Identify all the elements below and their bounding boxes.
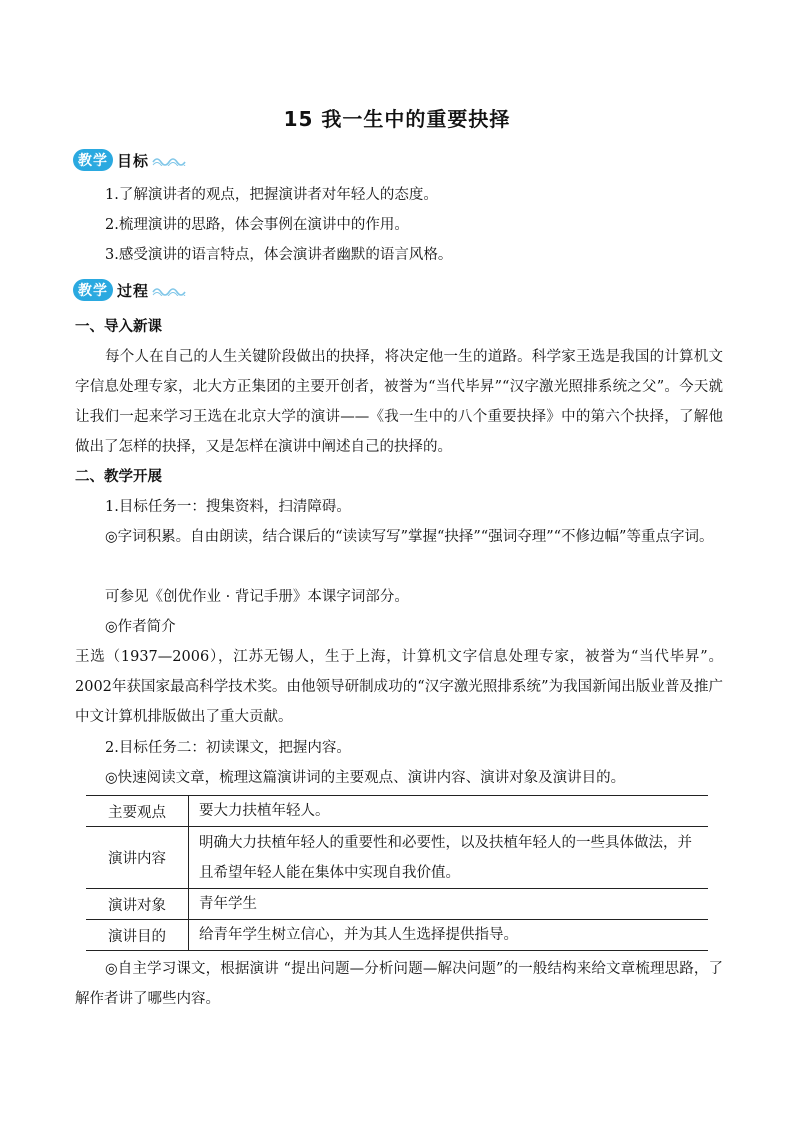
section-badge: 教学 <box>73 279 113 301</box>
table-row <box>86 889 708 920</box>
section-badge: 教学 <box>73 149 113 171</box>
task-heading: 2.目标任务二：初读课文，把握内容。 <box>105 740 351 756</box>
part-heading: 二、教学开展 <box>75 469 162 485</box>
table-row <box>86 827 708 889</box>
summary-table <box>86 795 708 951</box>
table-row <box>86 920 708 951</box>
goal-item: 2.梳理演讲的思路，体会事例在演讲中的作用。 <box>105 217 409 233</box>
quick-read-line: ◎快速阅读文章，梳理这篇演讲词的主要观点、演讲内容、演讲对象及演讲目的。 <box>105 770 626 786</box>
table-row <box>86 796 708 827</box>
table-key: 主要观点 <box>86 796 189 827</box>
section-header-process <box>73 277 186 303</box>
author-paragraph: 王选（1937—2006），江苏无锡人，生于上海，计算机文字信息处理专家，被誉为“当代毕昇”。2002年获国家最高科学技术奖。由他领导研制成功的“汉字激光照排系统”为我国新闻出版业普及推广中文计算机排版做出了重大贡献。 <box>75 649 723 725</box>
reference-line: 可参见《创优作业 · 背记手册》本课字词部分。 <box>105 589 409 605</box>
section-label: 过程 <box>117 281 150 300</box>
section-label: 目标 <box>117 151 150 170</box>
part-heading: 一、导入新课 <box>75 319 162 335</box>
lesson-title: 15 我一生中的重要抉择 <box>283 107 511 131</box>
table-value: 要大力扶植年轻人。 <box>189 796 709 827</box>
self-study-paragraph: ◎自主学习课文，根据演讲 “提出问题—分析问题—解决问题”的一般结构来给文章梳理思路，了解作者讲了哪些内容。 <box>75 961 723 1007</box>
task-heading: 1.目标任务一：搜集资料，扫清障碍。 <box>105 499 351 515</box>
intro-paragraph: 每个人在自己的人生关键阶段做出的抉择，将决定他一生的道路。科学家王选是我国的计算机文字信息处理专家，北大方正集团的主要开创者，被誉为“当代毕昇”“汉字激光照排系统之父”。今天就让我们一起来学习王选在北京大学的演讲——《我一生中的八个重要抉择》中的第六个抉择，了解他做出了怎样的抉择，又是怎样在演讲中阐述自己的抉择的。 <box>75 349 723 455</box>
wave-decoration-icon <box>152 154 186 166</box>
table-value: 给青年学生树立信心，并为其人生选择提供指导。 <box>189 920 709 951</box>
goal-item: 1.了解演讲者的观点，把握演讲者对年轻人的态度。 <box>105 187 438 203</box>
table-key: 演讲目的 <box>86 920 189 951</box>
vocab-paragraph: ◎字词积累。自由朗读，结合课后的“读读写写”掌握“抉择”“强词夺理”“不修边幅”等重点字词。 <box>105 529 714 545</box>
table-key: 演讲对象 <box>86 889 189 920</box>
table-key: 演讲内容 <box>86 827 189 889</box>
section-header-goals <box>73 147 186 173</box>
wave-decoration-icon <box>152 284 186 296</box>
table-value: 明确大力扶植年轻人的重要性和必要性，以及扶植年轻人的一些具体做法，并且希望年轻人能在集体中实现自我价值。 <box>189 827 709 889</box>
table-value: 青年学生 <box>189 889 709 920</box>
goal-item: 3.感受演讲的语言特点，体会演讲者幽默的语言风格。 <box>105 247 453 263</box>
author-heading: ◎作者简介 <box>105 619 176 635</box>
